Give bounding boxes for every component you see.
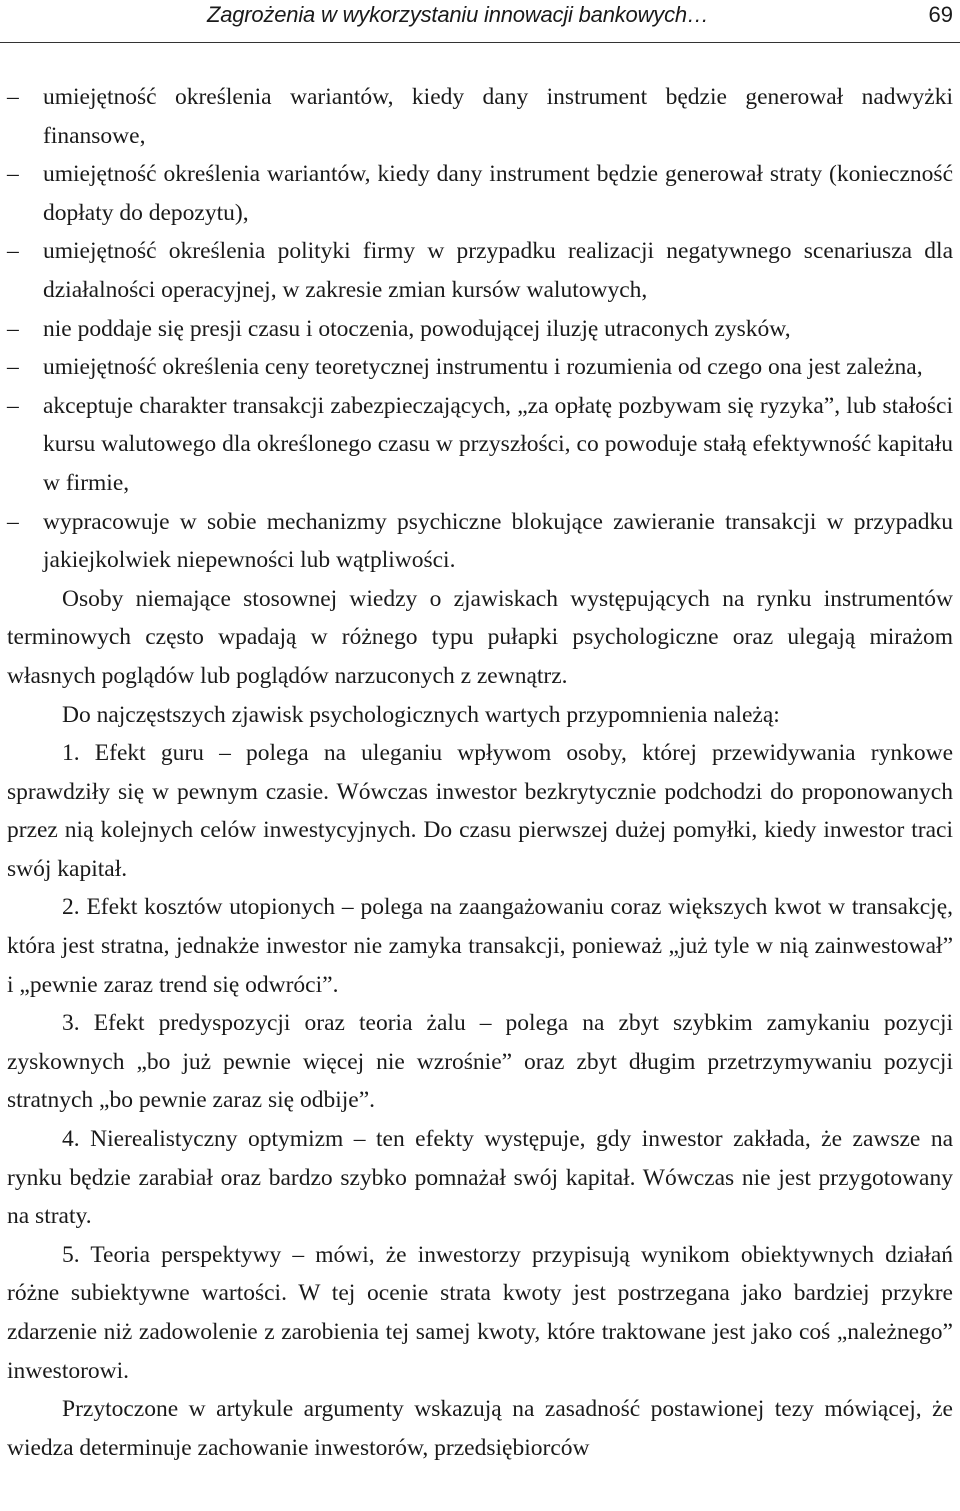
lead-paragraph: Do najczęstszych zjawisk psychologicznych wartych przypomnienia należą: bbox=[62, 701, 780, 728]
list-item-text: umiejętność określenia polityki firmy w przypadku realizacji negatywnego scenariusza dla działalności operacyjnej, w zakresie zmian kursów walutowych, bbox=[43, 238, 953, 303]
dash-bullet: – bbox=[7, 508, 19, 535]
list-item bbox=[7, 155, 953, 232]
effect-text: Efekt predyspozycji oraz teoria żalu – polega na zbyt szybkim zamykaniu pozycji zyskownych „bo już pewnie więcej nie wzrośnie” oraz zbyt długim przetrzymywaniu pozycji stratnych „bo pewnie zaraz się odbije”. bbox=[7, 1010, 954, 1114]
effect-number: 4. bbox=[62, 1126, 80, 1153]
closing-paragraph: Przytoczone w artykule argumenty wskazują na zasadność postawionej tezy mówiącej, że wiedza determinuje zachowanie inwestorów, przedsiębiorców bbox=[7, 1396, 953, 1461]
page-header bbox=[0, 0, 960, 44]
list-item-text: nie poddaje się presji czasu i otoczenia, powodującej iluzję utraconych zysków, bbox=[43, 315, 791, 342]
page-number: 69 bbox=[928, 2, 953, 27]
intro-paragraph: Osoby niemające stosownej wiedzy o zjawiskach występujących na rynku instrumentów terminowych często wpadają w różnego typu pułapki psychologiczne oraz ulegają mirażom własnych poglądów lub poglądów narzuconych z zewnątrz. bbox=[7, 585, 953, 689]
list-item-text: wypracowuje w sobie mechanizmy psychiczne blokujące zawieranie transakcji w przypadku jakiejkolwiek niepewności lub wątpliwości. bbox=[43, 508, 953, 574]
list-item bbox=[7, 310, 953, 349]
effect-text: Efekt guru – polega na uleganiu wpływom osoby, której przewidywania rynkowe sprawdziły się w pewnym czasie. Wówczas inwestor bezkrytycznie podchodzi do proponowanych przez nią kolejnych celów inwestycyjnych. Do czasu pierwszej dużej pomyłki, kiedy inwestor traci swój kapitał. bbox=[7, 740, 953, 882]
effect-paragraph bbox=[7, 1236, 953, 1390]
list-item bbox=[7, 348, 953, 387]
list-item bbox=[7, 232, 953, 309]
list-item-text: umiejętność określenia wariantów, kiedy dany instrument będzie generował nadwyżki finansowe, bbox=[43, 84, 953, 149]
list-item-text: umiejętność określenia ceny teoretycznej instrumentu i rozumienia od czego ona jest zależna, bbox=[43, 354, 923, 381]
bullet-list bbox=[7, 78, 953, 580]
header-divider bbox=[0, 42, 960, 43]
effect-text: Efekt kosztów utopionych – polega na zaangażowaniu coraz większych kwot w transakcję, która jest stratna, jednakże inwestor nie zamyka transakcji, ponieważ „już tyle w nią zainwestował” i „pewnie zaraz trend się odwróci”. bbox=[7, 894, 953, 998]
effect-number: 2. bbox=[62, 894, 80, 921]
effect-text: Nierealistyczny optymizm – ten efekty występuje, gdy inwestor zakłada, że zawsze na rynku będzie zarabiał oraz bardzo szybko pomnażał swój kapitał. Wówczas nie jest przygotowany na straty. bbox=[7, 1126, 953, 1230]
effect-paragraph bbox=[7, 1004, 953, 1120]
list-item bbox=[7, 387, 953, 503]
effect-number: 5. bbox=[62, 1241, 80, 1268]
effect-paragraph bbox=[7, 888, 953, 1004]
dash-bullet: – bbox=[7, 354, 19, 381]
document-body bbox=[7, 78, 953, 1467]
list-item-text: umiejętność określenia wariantów, kiedy dany instrument będzie generował straty (konieczność dopłaty do depozytu), bbox=[43, 161, 953, 226]
dash-bullet: – bbox=[7, 315, 19, 342]
dash-bullet: – bbox=[7, 161, 19, 188]
running-header-title: Zagrożenia w wykorzystaniu innowacji bankowych… bbox=[207, 2, 709, 27]
dash-bullet: – bbox=[7, 392, 19, 419]
effect-text: Teoria perspektywy – mówi, że inwestorzy przypisują wynikom obiektywnych działań różne subiektywne wartości. W tej ocenie strata kwoty jest postrzegana jako bardziej przykre zdarzenie niż zadowolenie z zarobienia tej samej kwoty, które traktowane jest jako coś „należnego” inwestorowi. bbox=[7, 1241, 953, 1384]
effect-paragraph bbox=[7, 1120, 953, 1236]
effect-number: 3. bbox=[62, 1010, 80, 1037]
list-item bbox=[7, 78, 953, 155]
dash-bullet: – bbox=[7, 238, 19, 265]
list-item bbox=[7, 503, 953, 580]
list-item-text: akceptuje charakter transakcji zabezpieczających, „za opłatę pozbywam się ryzyka”, lub stałości kursu walutowego dla określonego czasu w przyszłości, co powoduje stałą efektywność kapitału w firmie, bbox=[43, 392, 953, 496]
effect-number: 1. bbox=[62, 740, 80, 767]
effect-paragraph bbox=[7, 734, 953, 888]
dash-bullet: – bbox=[7, 84, 19, 110]
